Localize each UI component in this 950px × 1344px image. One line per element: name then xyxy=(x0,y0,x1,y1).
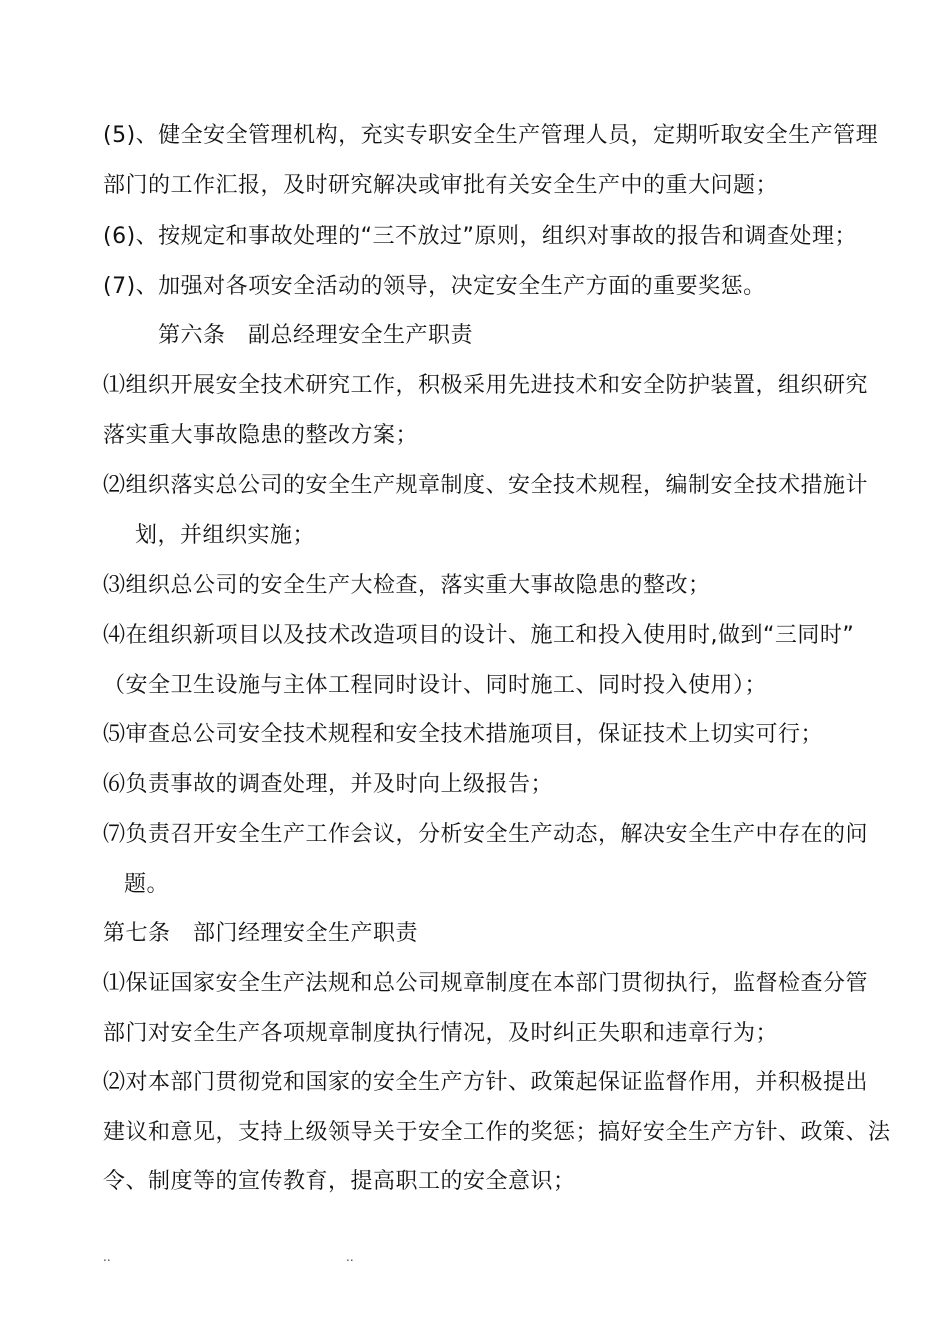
text-line-19: 部门对安全生产各项规章制度执行情况，及时纠正失职和违章行为； xyxy=(103,1021,779,1046)
text-line-7: 落实重大事故隐患的整改方案； xyxy=(103,423,419,448)
text-line-2: 部门的工作汇报，及时研究解决或审批有关安全生产中的重大问题； xyxy=(103,173,779,198)
text-line-3: (6)、按规定和事故处理的“三不放过”原则，组织对事故的报告和调查处理； xyxy=(103,224,857,249)
text-line-22: 令、制度等的宣传教育，提高职工的安全意识； xyxy=(103,1169,576,1194)
text-line-8: ⑵组织落实总公司的安全生产规章制度、安全技术规程，编制安全技术措施计 xyxy=(103,473,869,498)
text-line-12: （安全卫生设施与主体工程同时设计、同时施工、同时投入使用）； xyxy=(103,673,768,698)
text-line-16: 题。 xyxy=(124,872,170,897)
text-line-4: (7)、加强对各项安全活动的领导，决定安全生产方面的重要奖惩。 xyxy=(103,274,766,299)
text-line-21: 建议和意见，支持上级领导关于安全工作的奖惩；搞好安全生产方针、政策、法 xyxy=(103,1120,891,1145)
text-line-6: ⑴组织开展安全技术研究工作，积极采用先进技术和安全防护装置，组织研究 xyxy=(103,373,869,398)
text-line-10: ⑶组织总公司的安全生产大检查，落实重大事故隐患的整改； xyxy=(103,573,711,598)
section-heading-article-7: 第七条 部门经理安全生产职责 xyxy=(103,921,419,946)
text-line-14: ⑹负责事故的调查处理，并及时向上级报告； xyxy=(103,772,554,797)
text-line-1: (5)、健全安全管理机构，充实专职安全生产管理人员，定期听取安全生产管理 xyxy=(103,123,879,148)
text-line-18: ⑴保证国家安全生产法规和总公司规章制度在本部门贯彻执行，监督检查分管 xyxy=(103,971,869,996)
footer-mark-right: .. xyxy=(346,1250,354,1264)
footer-mark-left: .. xyxy=(103,1250,111,1264)
text-line-13: ⑸审查总公司安全技术规程和安全技术措施项目，保证技术上切实可行； xyxy=(103,722,824,747)
text-line-11: ⑷在组织新项目以及技术改造项目的设计、施工和投入使用时,做到“三同时” xyxy=(103,623,855,648)
section-heading-article-6: 第六条 副总经理安全生产职责 xyxy=(158,323,474,348)
text-line-9: 划，并组织实施； xyxy=(135,523,316,548)
text-line-20: ⑵对本部门贯彻党和国家的安全生产方针、政策起保证监督作用，并积极提出 xyxy=(103,1070,869,1095)
text-line-15: ⑺负责召开安全生产工作会议，分析安全生产动态，解决安全生产中存在的问 xyxy=(103,822,869,847)
